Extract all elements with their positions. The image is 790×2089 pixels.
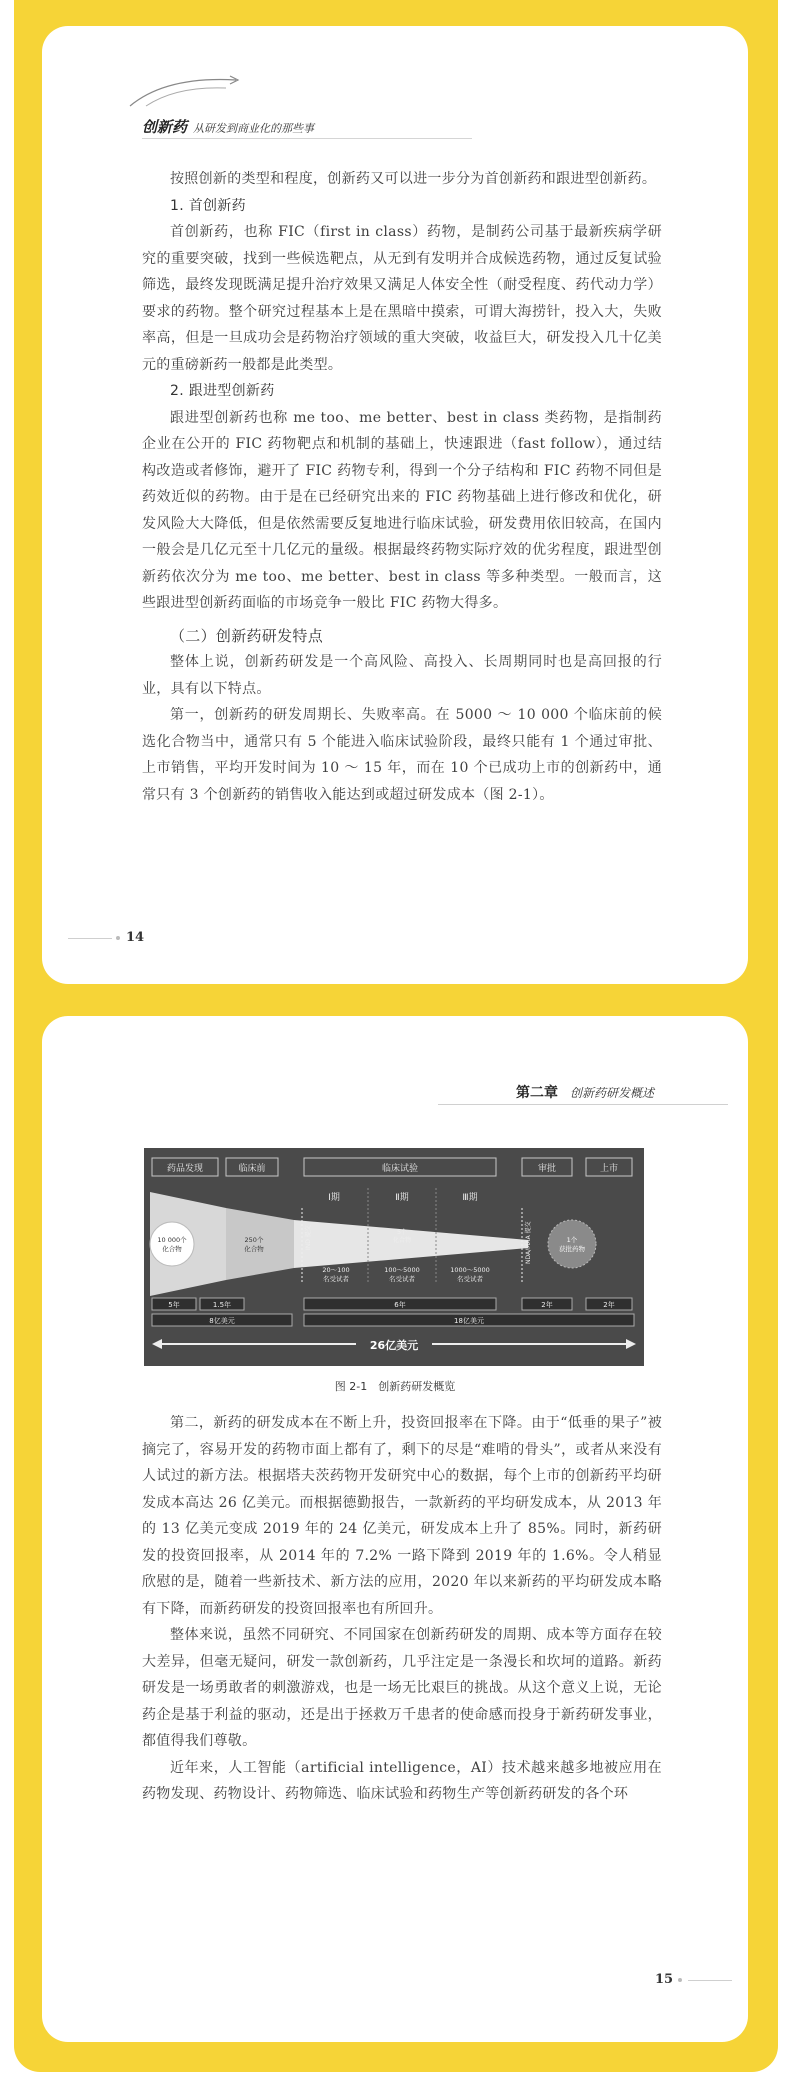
duration-5: 2年 <box>603 1301 615 1309</box>
chapter-rule <box>438 1104 728 1105</box>
phase-3-label: Ⅲ期 <box>462 1193 478 1203</box>
nda-label: NDA/MAA 提交 <box>525 1221 532 1264</box>
section-heading-first-in-class: 1. 首创新药 <box>170 197 246 214</box>
chapter-head <box>516 1082 654 1102</box>
second-point-paragraph: 第二，新药的研发成本在不断上升，投资回报率在下降。由于“低垂的果子”被摘完了，容易开发的药物市面上都有了，剩下的尽是“难啃的骨头”，或者从来没有人试过的新方法。根据塔夫茨药物开发研究中心的数据，每个上市的创新药平均研发成本高达 26 亿美元。而根据德勤报告，一款新药的平均研发成本，从 2013 年的 13 亿美元变成 2019 年的 24 亿美元，研发成本上升了 85%。同时，新药研发的投资回报率，从 2014 年的 7.2% 一路下降到 2019 年的 1.6%。令人稍显欣慰的是，随着一些新技术、新方法的应用，2020 年以来新药的平均研发成本略有下降，而新药研发的投资回报率也有所回升。 <box>142 1415 662 1617</box>
total-cost: 26亿美元 <box>369 1339 419 1352</box>
page-number: 15 <box>655 1972 674 1987</box>
chapter-title: 创新药研发概述 <box>569 1086 654 1100</box>
compounds-start-circle <box>150 1222 194 1266</box>
overall-paragraph: 整体上说，创新药研发是一个高风险、高投入、长周期同时也是高回报的行业，具有以下特点。 <box>142 654 662 697</box>
figure-svg <box>144 1148 644 1366</box>
stage-label-clinical: 临床试验 <box>381 1164 419 1174</box>
compounds-start-line1: 10 000个 <box>157 1236 187 1244</box>
page-number: 14 <box>126 930 145 945</box>
book-page-left <box>42 26 748 984</box>
arrow-left-icon <box>152 1339 162 1349</box>
page1-body <box>142 166 662 808</box>
page2-body <box>142 1410 662 1808</box>
phase-1-label: Ⅰ期 <box>328 1193 340 1203</box>
approved-drug-circle <box>548 1220 596 1268</box>
page-number-rule <box>68 938 112 939</box>
page-number-dot <box>678 1978 682 1982</box>
volunteers-2-line1: 100～5000 <box>384 1266 420 1274</box>
follow-on-paragraph: 跟进型创新药也称 me too、me better、best in class 类药物，是指制药企业在公开的 FIC 药物靶点和机制的基础上，快速跟进（fast follow），通过结构改造或者修饰，避开了 FIC 药物专利，得到一个分子结构和 FIC 药物不同但是药效近似的药物。由于是在已经研究出来的 FIC 药物基础上进行修改和优化，研发风险大大降低，但是依然需要反复地进行临床试验，研发费用依旧较高，在国内一般会是几亿元至十几亿元的量级。根据最终药物实际疗效的优劣程度，跟进型创新药依次分为 me too、me better、best in class 等多种类型。一般而言，这些跟进型创新药面临的市场竞争一般比 FIC 药物大得多。 <box>142 409 662 611</box>
stage-label-discovery: 药品发现 <box>166 1164 204 1174</box>
stage-label-approval: 审批 <box>537 1164 557 1174</box>
book-page-right <box>42 1016 748 2042</box>
intro-paragraph: 按照创新的类型和程度，创新药又可以进一步分为首创新药和跟进型创新药。 <box>170 171 657 187</box>
compounds-250-line1: 250个 <box>244 1236 264 1244</box>
running-head-rule <box>142 138 472 139</box>
volunteers-1-line1: 20～100 <box>322 1266 350 1274</box>
ind-label: IND 提交 <box>305 1225 312 1250</box>
stage-label-preclinical: 临床前 <box>238 1164 266 1174</box>
phase-2-label: Ⅱ期 <box>395 1193 409 1203</box>
stage-label-market: 上市 <box>599 1164 619 1174</box>
overall-summary-paragraph: 整体来说，虽然不同研究、不同国家在创新药研发的周期、成本等方面存在较大差异，但毫无疑问，研发一款创新药，几乎注定是一条漫长和坎坷的道路。新药研发是一场勇敢者的刺激游戏，也是一场无比艰巨的挑战。从这个意义上说，无论药企是基于利益的驱动，还是出于拯救万千患者的使命感而投身于新药研发事业，都值得我们尊敬。 <box>142 1627 662 1749</box>
volunteers-2-line2: 名受试者 <box>389 1275 415 1283</box>
book-subtitle: 从研发到商业化的那些事 <box>193 122 315 135</box>
first-point-paragraph: 第一，创新药的研发周期长、失败率高。在 5000 ～ 10 000 个临床前的候选化合物当中，通常只有 5 个能进入临床试验阶段，最终只能有 1 个通过审批、上市销售，平均开发时间为 10 ～ 15 年，而在 10 个已成功上市的创新药中，通常只有 3 个创新药的销售收入能达到或超过研发成本（图 2-1）。 <box>142 707 662 803</box>
first-in-class-paragraph: 首创新药，也称 FIC（first in class）药物，是制药公司基于最新疾病学研究的重要突破，找到一些候选靶点，从无到有发明并合成候选药物，通过反复试验筛选，最终发现既满足提升治疗效果又满足人体安全性（耐受程度、药代动力学）要求的药物。整个研究过程基本上是在黑暗中摸索，可谓大海捞针，投入大，失败率高，但是一旦成功会是药物治疗领域的重大突破，收益巨大，研发投入几十亿美元的重磅新药一般都是此类型。 <box>142 224 662 373</box>
chapter-number: 第二章 <box>515 1085 558 1101</box>
running-head-arc-icon <box>126 70 246 110</box>
cost-2: 18亿美元 <box>454 1317 484 1325</box>
compounds-5-line1: 5个 <box>397 1229 407 1236</box>
volunteers-3-line2: 名受试者 <box>457 1275 483 1283</box>
page-number-dot <box>116 936 120 940</box>
ai-paragraph: 近年来，人工智能（artificial intelligence，AI）技术越来越多地被应用在药物发现、药物设计、药物筛选、临床试验和药物生产等创新药研发的各个环 <box>142 1759 662 1802</box>
section-heading-characteristics: （二）创新药研发特点 <box>170 626 324 645</box>
funnel-preclinical <box>226 1208 294 1280</box>
page-number-rule <box>688 1980 732 1981</box>
duration-1: 5年 <box>168 1301 180 1309</box>
cost-1: 8亿美元 <box>209 1317 235 1325</box>
compounds-5-line2: 化合物 <box>392 1237 412 1244</box>
approved-drug-line2: 获批药物 <box>559 1245 585 1253</box>
drug-development-figure <box>144 1148 644 1366</box>
book-title: 创新药 <box>142 118 188 136</box>
compounds-250-line2: 化合物 <box>244 1245 264 1253</box>
volunteers-3-line1: 1000～5000 <box>450 1266 490 1274</box>
funnel-clinical <box>294 1220 528 1268</box>
arrow-right-icon <box>626 1339 636 1349</box>
duration-4: 2年 <box>541 1301 553 1309</box>
section-heading-follow-on: 2. 跟进型创新药 <box>170 383 275 399</box>
duration-2: 1.5年 <box>212 1301 232 1309</box>
figure-caption: 图 2-1 创新药研发概览 <box>334 1380 456 1393</box>
compounds-start-line2: 化合物 <box>162 1245 182 1253</box>
duration-3: 6年 <box>394 1301 406 1309</box>
running-head <box>142 116 314 137</box>
volunteers-1-line2: 名受试者 <box>323 1275 349 1283</box>
approved-drug-line1: 1个 <box>566 1236 578 1244</box>
